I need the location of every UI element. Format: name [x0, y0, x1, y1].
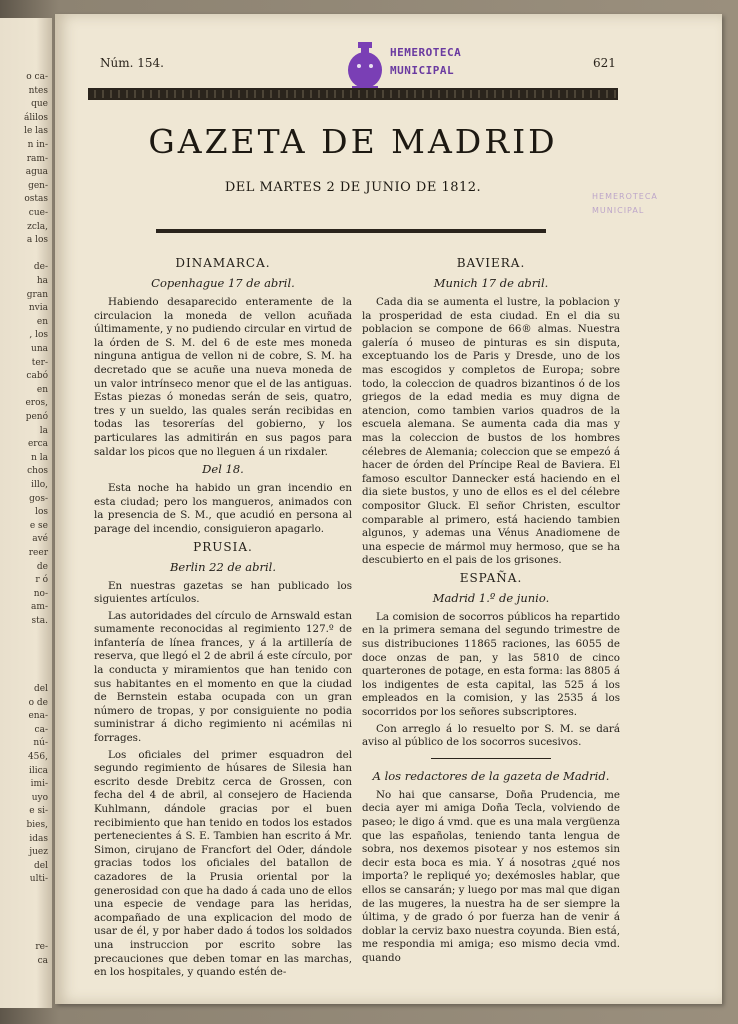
section-heading: DINAMARCA. — [175, 256, 271, 270]
left-page-text-fragment: ca — [37, 956, 48, 966]
left-page-text-fragment: nú- — [33, 738, 48, 749]
left-page-text-fragment: gos- — [29, 493, 48, 504]
dateline: Madrid 1.º de junio. — [432, 590, 550, 605]
left-page-text-fragment: juez — [29, 847, 48, 858]
left-page-text-fragment: de- — [33, 262, 48, 273]
stamp-text-line1: HEMEROTECA — [390, 46, 462, 59]
left-page-text-fragment: los — [35, 507, 48, 518]
left-page-text-fragment: ntes — [28, 85, 48, 96]
left-page-text-fragment: zcla, — [27, 221, 48, 232]
article-paragraph: No hai que cansarse, Doña Prudencia, me decia ayer mi amiga Doña Tecla, volviendo de paseo; le digo á vmd. que es una mala vergüenza que las españolas, teniendo tanta lengua de sobra, nos dexemos pisotear y nos estemos sin decir esta boca es mia. Y á nosotras ¿qué nos importa? le repliqué yo; dexémosles hablar, que ellos se cansarán; y luego por mas mal que digan de las mugeres, la nuestra ha de ser siempre la última, y de grado ó por fuerza han de venir á doblar la cerviz baxo nuestra coyunda. Bien está, me respondia mi amiga; eso mismo decia vmd. quando — [362, 788, 620, 964]
article-paragraph: En nuestras gazetas se han publicado los siguientes artículos. — [94, 579, 352, 606]
dateline: Del 18. — [202, 462, 244, 477]
header-divider — [156, 229, 546, 233]
right-column — [362, 256, 620, 969]
left-page-text-fragment: una — [31, 344, 48, 354]
article-paragraph: La comision de socorros públicos ha repartido en la primera semana del segundo trimestre de sus distribuciones 11865 raciones, las 6055 de doce onzas de pan, y las 5810 de cinco quarterones de potage, en esta forma: las 8805 á los indigentes de esta capital, las 525 á los empleados en la comision, y las 2535 á los socorridos por los señores subscriptores. — [362, 610, 620, 719]
article-paragraph: Cada dia se aumenta el lustre, la poblacion y la prosperidad de esta ciudad. En el dia su poblacion se compone de 66® almas. Nuestra galería ó museo de pinturas es sin disputa, exceptuando los de Paris y Dresde, uno de los mas escogidos y completos de Europa; sobre todo, la coleccion de quadros bizantinos ó de los griegos de la edad media es muy digna de atencion, como tambien varios quadros de la escuela alemana. Se aumenta cada dia mas y mas la coleccion de bustos de los hombres célebres de Alemania; coleccion que se empezó á hacer de órden del Príncipe Real de Baviera. El famoso escultor Dannecker está haciendo en el dia siete bustos, y uno de ellos es el del célebre compositor Gluck. El señor Christen, escultor comparable al primero, está haciendo tambien algunos, y ademas una Vénus Anadiomene de una especie de mármol muy hermoso, que se ha descubierto en el pais de los grisones. — [362, 296, 621, 567]
left-page-text-fragment: en — [36, 316, 48, 327]
left-page-text-fragment: chos — [27, 466, 48, 477]
left-column — [94, 256, 352, 983]
dateline: Munich 17 de abril. — [433, 276, 549, 290]
left-page-text-fragment: bies, — [26, 820, 48, 830]
left-page-text-fragment: am- — [31, 602, 48, 613]
left-page-text-fragment: de — [36, 561, 48, 572]
section-separator — [431, 758, 551, 759]
left-page-text-fragment: avé — [32, 534, 48, 545]
section-heading: PRUSIA. — [193, 539, 253, 554]
left-page-text-fragment: ulti- — [29, 874, 48, 885]
left-page-text-fragment: 456, — [27, 752, 48, 762]
page-number: 621 — [593, 56, 616, 70]
header-ornamental-rule — [88, 88, 618, 100]
section-heading: BAVIERA. — [456, 256, 526, 270]
masthead-title: GAZETA DE MADRID — [148, 122, 558, 161]
left-page-text-fragment: o de — [28, 697, 48, 708]
left-page-text-fragment: erca — [27, 439, 48, 450]
left-page-text-fragment: ram- — [26, 153, 48, 164]
left-page-text-fragment: que — [31, 99, 48, 110]
article-paragraph: Habiendo desaparecido enteramente de la circulacion la moneda de vellon acuñada últimamente, y no pudiendo circular en virtud de la órden de S. M. del 6 de este mes moneda ninguna antigua de vellon ni de cobre, S. M. ha decretado que se acuñe una nueva moneda de un valor intrínseco menor que el de las antiguas. Estas piezas ó monedas serán de seis, quatro, tres y un sueldo, las quales serán recibidas en todas las tesorerías del gobierno, y los particulares las admitirán en sus pagos para saldar los picos que no lleguen á un rixdaler. — [94, 296, 352, 458]
left-page-text-fragment: , los — [29, 330, 48, 341]
issue-number: Núm. 154. — [100, 56, 164, 70]
left-page-text-fragment: la — [39, 425, 48, 436]
left-page-text-fragment: penó — [25, 412, 48, 422]
left-page-text-fragment: gen- — [28, 180, 48, 191]
left-page-text-fragment: o ca- — [26, 72, 48, 82]
left-page-text-fragment: ostas — [24, 194, 48, 205]
faded-stamp: HEMEROTECA MUNICIPAL — [592, 192, 658, 215]
left-page-text-fragment: e se — [29, 520, 48, 531]
left-page-text-fragment: a los — [26, 235, 48, 246]
left-page-text-fragment: del — [34, 684, 48, 694]
left-page-text-fragment: ter- — [31, 357, 48, 368]
left-page-text-fragment: álilos — [23, 112, 48, 123]
left-page-text-fragment: ha — [36, 276, 48, 286]
left-page-text-fragment: ca- — [34, 724, 48, 735]
left-page-text-fragment: n in- — [27, 140, 48, 150]
left-page-text-fragment: en — [36, 384, 48, 395]
article-paragraph: Los oficiales del primer esquadron del segundo regimiento de húsares de Silesia han escrito desde Drebitz cerca de Grossen, con fecha del 4 de abril, al consejero de Hacienda Kuhlmann, dándole gracias por el buen recibimiento que han tenido en todos los estados pertenecientes á S. E. Tambien han escrito á Mr. Simon, cirujano de Francfort del Oder, dándole gracias todos los oficiales del batallon de cazadores de la Prusia oriental por la generosidad con que ha dado á cada uno de ellos una especie de vendage para las heridas, acompañado de una explicacion del modo de usar de él, y por haber dado á todos los soldados una instruccion por escrito sobre las precauciones que deben tomar en las marchas, en los hospitales, y quando estén de- — [94, 748, 352, 979]
left-page-text-fragment: reer — [28, 548, 48, 558]
stamp-text-line2: MUNICIPAL — [390, 64, 455, 77]
left-page-text-fragment: cue- — [28, 208, 48, 218]
left-page-text-fragment: ena- — [28, 711, 48, 722]
left-page-text-fragment: le las — [24, 126, 48, 137]
left-page-text-fragment: uyo — [31, 792, 48, 803]
left-page-text-fragment: agua — [25, 167, 48, 178]
section-heading: ESPAÑA. — [459, 570, 523, 585]
article-paragraph: Esta noche ha habido un gran incendio en esta ciudad; pero los mangueros, animados con la presencia de S. M., que acudió en persona al parage del incendio, consiguieron apagarlo. — [94, 482, 352, 535]
left-page-text-fragment: ilica — [28, 765, 48, 776]
crown-emblem-icon — [346, 42, 384, 94]
left-page-text-fragment: re- — [35, 942, 48, 953]
left-page-text-fragment: del — [34, 860, 48, 871]
left-page-text-fragment: no- — [33, 588, 48, 599]
left-page-text-fragment: eros, — [25, 398, 48, 409]
left-page-text-fragment: cabó — [26, 371, 48, 382]
left-page-text-fragment: sta. — [31, 616, 48, 626]
left-page-text-fragment: n la — [31, 452, 48, 463]
previous-page-edge — [0, 18, 52, 1008]
left-page-text-fragment: nvia — [28, 303, 48, 314]
left-page-text-fragment: idas — [29, 833, 48, 844]
dateline: Copenhague 17 de abril. — [151, 276, 295, 290]
article-paragraph: Con arreglo á lo resuelto por S. M. se dará aviso al público de los socorros sucesivos. — [362, 722, 620, 749]
dateline: Berlin 22 de abril. — [169, 559, 276, 574]
issue-date: DEL MARTES 2 DE JUNIO DE 1812. — [224, 180, 482, 195]
left-page-text-fragment: illo, — [31, 480, 48, 490]
left-page-text-fragment: r ó — [35, 575, 48, 586]
article-paragraph: Las autoridades del círculo de Arnswald estan sumamente reconocidas al regimiento 127.º de infantería de línea frances, y á la artillería de reserva, que llegó el 2 de abril á este círculo, por la conducta y miramientos que han tenido con sus habitantes en el momento en que la ciudad de Bernstein estaba ocupada con un gran número de tropas, y por consiguiente no podia suministrar á dicho regimiento ni acémilas ni forrages. — [94, 609, 352, 745]
letter-heading: A los redactores de la gazeta de Madrid. — [372, 768, 610, 783]
left-page-text-fragment: gran — [26, 289, 48, 300]
left-page-text-fragment: e si- — [29, 806, 48, 817]
left-page-text-fragment: imi- — [30, 779, 48, 790]
